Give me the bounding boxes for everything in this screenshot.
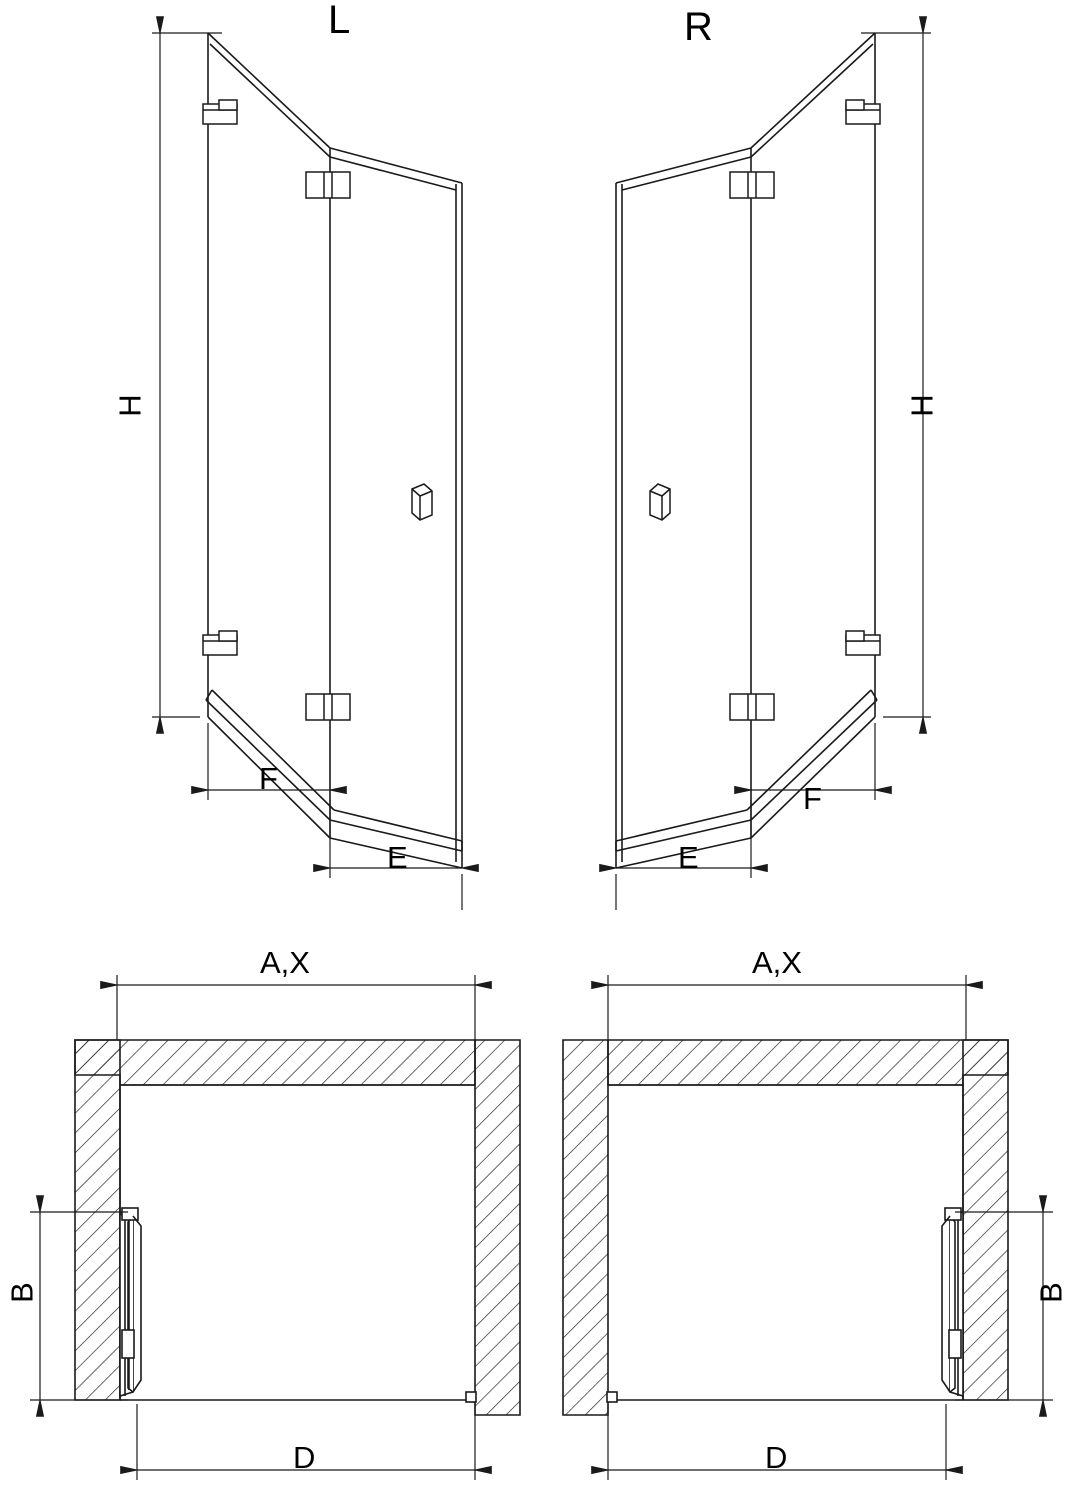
handle-left (412, 484, 432, 520)
dim-label-f-left: F (259, 761, 278, 796)
dim-label-h-left: H (112, 394, 148, 417)
handle-right (650, 484, 670, 520)
dim-label-e-left: E (387, 840, 408, 875)
label-variant-left: L (328, 0, 351, 42)
dim-label-f-right: F (803, 781, 822, 816)
iso-view-left (152, 33, 462, 910)
dim-label-ax-right: A,X (752, 945, 802, 980)
dim-label-b-left: B (4, 1282, 40, 1303)
dim-label-ax-left: A,X (260, 945, 310, 980)
folded-door-right (942, 1208, 963, 1396)
dim-label-b-right: B (1033, 1282, 1069, 1303)
dim-label-d-right: D (765, 1440, 788, 1475)
label-variant-right: R (684, 5, 713, 49)
folded-door-left (120, 1208, 141, 1396)
dim-label-h-right: H (904, 394, 940, 417)
plan-view-right (563, 975, 1053, 1480)
iso-view-right (616, 33, 931, 910)
plan-view-left (30, 975, 520, 1480)
dim-label-e-right: E (678, 840, 699, 875)
dim-label-d-left: D (293, 1440, 316, 1475)
